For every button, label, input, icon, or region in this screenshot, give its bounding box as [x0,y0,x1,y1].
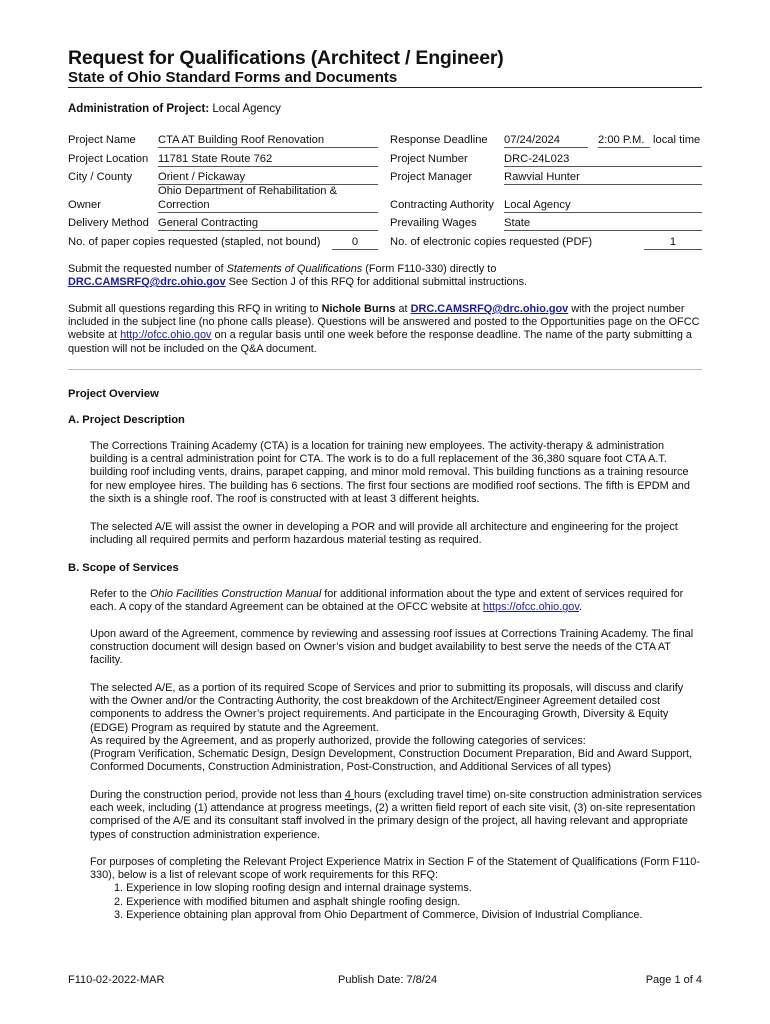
prevailing-wages-label: Prevailing Wages [390,217,477,229]
submit-paragraph [68,263,702,289]
project-number-value: DRC-24L023 [504,153,702,167]
page-subtitle: State of Ohio Standard Forms and Documents [68,69,398,86]
response-deadline-time: 2:00 P.M. [598,134,650,148]
page-title: Request for Qualifications (Architect / Engineer) [68,47,504,69]
project-number-label: Project Number [390,153,468,165]
manual-title: Ohio Facilities Construction Manual [149,588,322,600]
project-description-p2: The selected A/E will assist the owner in developing a POR and will provide all architecture and engineering for the project including all required permits and perform hazardous material testing as required. [90,521,678,547]
response-deadline-label: Response Deadline [390,134,488,146]
soq-title: Statements of Qualifications [226,263,363,275]
project-name-value: CTA AT Building Roof Renovation [158,134,378,148]
owner-value-line2: Correction [158,199,378,213]
scope-p1-text-1: Refer to the [90,588,150,600]
owner-label: Owner [68,199,101,211]
scope-p3-line3: (Program Verification, Schematic Design, Design Development, Construction Document Preparation, Bid and Award Support, Conformed Documents, Construction Administration, Post-Construction, and Additional Services of all types) [90,748,693,774]
scope-p1 [90,588,702,614]
paper-copies-value: 0 [332,236,378,250]
scope-p4-text-2: hours (excluding travel time) on-site construction administration services each week, including (1) attendance at progress meetings, (2) a written field report of each site visit, (3) on-site representation comprised of the A/E and its consultant staff involved in the primary design of the project, all having relevant and appropriate types of construction administration experience. [90,789,703,841]
prevailing-wages-value: State [504,217,702,231]
section-b-heading: B. Scope of Services [68,562,179,574]
contracting-authority-label: Contracting Authority [390,199,494,211]
electronic-copies-label: No. of electronic copies requested (PDF) [390,236,593,248]
scope-p2: Upon award of the Agreement, commence by reviewing and assessing roof issues at Corrections Training Academy. The final construction document will design based on Owner’s vision and budget availability to best serve the needs of the CTA AT facility. [90,628,694,667]
project-location-label: Project Location [68,153,149,165]
requirements-list [90,882,702,922]
footer-page-number: Page 1 of 4 [645,974,702,986]
hours-value: 4 [344,789,354,801]
scope-p5-text: For purposes of completing the Relevant Project Experience Matrix in Section F of the Statement of Qualifications (Form F110-330), below is a list of relevant scope of work requirements for this RFQ: [90,856,700,882]
footer-publish-date: Publish Date: 7/8/24 [338,974,438,986]
title-divider [68,87,702,88]
list-item: 2. Experience with modified bitumen and asphalt shingle roofing design. [114,895,461,908]
city-county-value: Orient / Pickaway [158,171,378,185]
delivery-method-label: Delivery Method [68,217,149,229]
footer-form-id: F110-02-2022-MAR [68,974,165,986]
ofcc-agreement-link[interactable]: https://ofcc.ohio.gov [482,601,579,614]
questions-email-link[interactable]: DRC.CAMSRFQ@drc.ohio.gov [410,303,569,315]
admin-value: Local Agency [212,103,281,115]
scope-p1-text-3: . [578,601,583,614]
city-county-label: City / County [68,171,133,183]
submit-email-link[interactable]: DRC.CAMSRFQ@drc.ohio.gov [68,276,226,289]
electronic-copies-value: 1 [644,236,702,250]
questions-text-4: on a regular basis until one week before the response deadline. The name of the party submitting a question will not be included on the Q&A document. [68,329,692,355]
admin-label: Administration of Project: [68,103,210,115]
scope-p3 [90,682,702,774]
administration-of-project [68,103,281,115]
response-deadline-suffix: local time [653,134,701,146]
scope-p5 [90,856,702,922]
scope-p4 [90,789,702,842]
delivery-method-value: General Contracting [158,217,378,231]
contact-name: Nichole Burns [321,303,396,315]
section-divider [68,369,702,370]
list-item: 1. Experience in low sloping roofing design and internal drainage systems. [114,882,472,895]
submit-text-3: See Section J of this RFQ for additional submittal instructions. [225,276,528,289]
project-overview-heading: Project Overview [68,388,159,400]
project-description-p1: The Corrections Training Academy (CTA) is a location for training new employees. The activity-therapy & administration building is a central administration point for CTA. The work is to do a full replacement of the 36,380 square foot CTA A.T. building roof including vents, drains, parapet capping, and minor mold removal. This building functions as a training resource for new employee hires. The building has 6 sections. The first four sections are modified roof sections. The fifth is EPDM and the sixth is a shingle roof. The roof is constructed with at least 3 different heights. [90,440,690,505]
ofcc-website-link[interactable]: http://ofcc.ohio.gov [120,329,212,342]
paper-copies-label: No. of paper copies requested (stapled, not bound) [68,236,321,248]
project-manager-label: Project Manager [390,171,473,183]
scope-p4-text-1: During the construction period, provide not less than [90,789,345,801]
questions-paragraph [68,303,702,356]
list-item: 3. Experience obtaining plan approval from Ohio Department of Commerce, Division of Industrial Compliance. [114,908,643,921]
questions-text-2: at [395,303,411,315]
submit-text-1: Submit the requested number of [68,263,227,275]
scope-p1-text-2: for additional information about the type and extent of services required for each. A copy of the standard Agreement can be obtained at the OFCC website at [90,588,684,614]
questions-text-3: with the project number included in the subject line (no phone calls please). Questions will be answered and posted to the Opportunities page on the OFCC website at [68,303,700,342]
project-location-value: 11781 State Route 762 [158,153,378,167]
scope-p3-line2: As required by the Agreement, and as properly authorized, provide the following categories of services: [90,734,586,747]
section-a-heading: A. Project Description [68,414,185,426]
response-deadline-date: 07/24/2024 [504,134,588,148]
submit-text-2: (Form F110-330) directly to [362,263,497,275]
project-name-label: Project Name [68,134,136,146]
scope-p3-line1: The selected A/E, as a portion of its required Scope of Services and prior to submitting its proposals, will discuss and clarify with the Owner and/or the Contracting Authority, the cost breakdown of the Architect/Engineer Agreement detailed cost components to address the Owner’s project requirements. And participate in the Encouraging Growth, Diversity & Equity (EDGE) Program as required by statute and the Agreement. [90,682,684,734]
questions-text-1: Submit all questions regarding this RFQ in writing to [68,303,322,315]
owner-value-line1: Ohio Department of Rehabilitation & [158,185,338,197]
contracting-authority-value: Local Agency [504,199,702,213]
project-manager-value: Rawvial Hunter [504,171,702,185]
